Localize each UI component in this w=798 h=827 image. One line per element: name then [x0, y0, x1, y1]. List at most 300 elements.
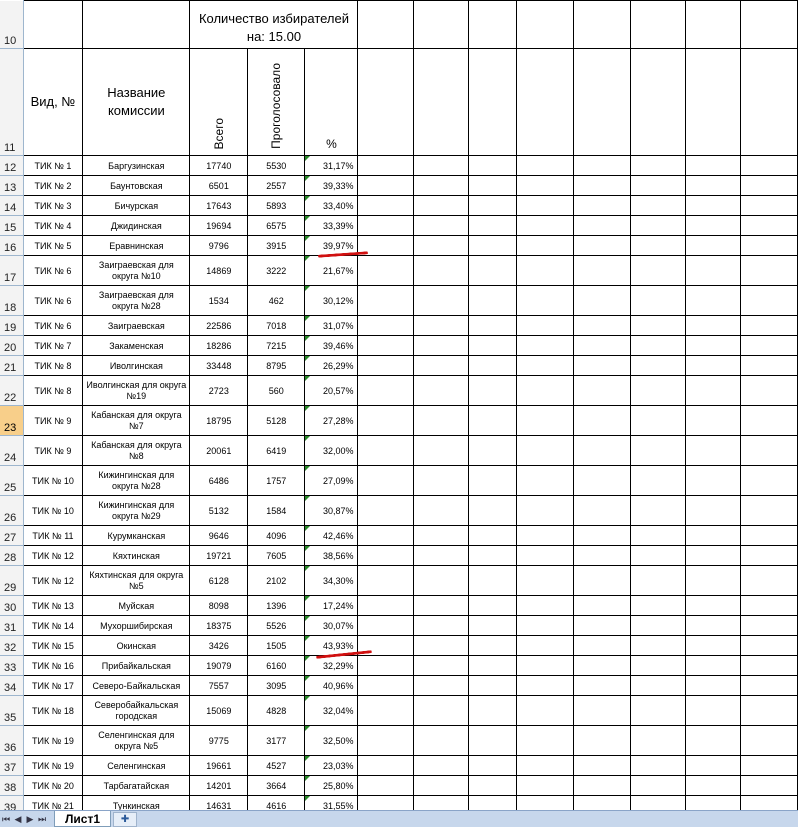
row-header[interactable]: 15: [0, 216, 23, 236]
cell[interactable]: [630, 676, 685, 696]
commission-name-cell[interactable]: Курумканская: [83, 526, 190, 546]
cell[interactable]: [358, 436, 413, 466]
cell[interactable]: [358, 496, 413, 526]
commission-name-cell[interactable]: Селенгинская для округа №5: [83, 726, 190, 756]
cell[interactable]: [741, 756, 798, 776]
percent-cell[interactable]: 39,33%: [305, 176, 358, 196]
cell[interactable]: [686, 336, 741, 356]
cell[interactable]: [413, 376, 468, 406]
cell[interactable]: [686, 286, 741, 316]
percent-cell[interactable]: 32,00%: [305, 436, 358, 466]
cell[interactable]: [358, 1, 413, 49]
cell[interactable]: [517, 796, 574, 811]
total-cell[interactable]: 6501: [190, 176, 248, 196]
cell[interactable]: [741, 196, 798, 216]
percent-cell[interactable]: 40,96%: [305, 676, 358, 696]
percent-cell[interactable]: 33,39%: [305, 216, 358, 236]
cell[interactable]: [413, 336, 468, 356]
cell[interactable]: [741, 636, 798, 656]
cell[interactable]: [413, 49, 468, 156]
cell[interactable]: [413, 546, 468, 566]
commission-name-cell[interactable]: Кяхтинская: [83, 546, 190, 566]
cell[interactable]: [741, 566, 798, 596]
cell[interactable]: [630, 596, 685, 616]
cell[interactable]: [23, 1, 82, 49]
cell[interactable]: [517, 596, 574, 616]
cell[interactable]: [741, 1, 798, 49]
cell[interactable]: [741, 496, 798, 526]
row-header[interactable]: 16: [0, 236, 23, 256]
cell[interactable]: [413, 696, 468, 726]
name-column-header[interactable]: Название комиссии: [83, 49, 190, 156]
cell[interactable]: [741, 526, 798, 546]
cell[interactable]: [630, 49, 685, 156]
percent-cell[interactable]: 32,04%: [305, 696, 358, 726]
cell[interactable]: [517, 336, 574, 356]
cell[interactable]: [468, 796, 517, 811]
cell[interactable]: [358, 406, 413, 436]
cell[interactable]: [358, 216, 413, 236]
cell[interactable]: [686, 316, 741, 336]
voted-cell[interactable]: 3915: [248, 236, 305, 256]
voted-cell[interactable]: 3664: [248, 776, 305, 796]
cell[interactable]: [574, 656, 631, 676]
sheet-tab-active[interactable]: Лист1: [54, 811, 111, 827]
row-header[interactable]: 33: [0, 656, 23, 676]
kind-cell[interactable]: ТИК № 8: [23, 356, 82, 376]
cell[interactable]: [686, 406, 741, 436]
cell[interactable]: [517, 756, 574, 776]
row-header[interactable]: 11: [0, 49, 23, 156]
cell[interactable]: [468, 436, 517, 466]
percent-cell[interactable]: 25,80%: [305, 776, 358, 796]
cell[interactable]: [741, 286, 798, 316]
total-cell[interactable]: 14869: [190, 256, 248, 286]
total-cell[interactable]: 19661: [190, 756, 248, 776]
total-cell[interactable]: 19694: [190, 216, 248, 236]
cell[interactable]: [574, 286, 631, 316]
cell[interactable]: [517, 656, 574, 676]
total-cell[interactable]: 6128: [190, 566, 248, 596]
cell[interactable]: [686, 256, 741, 286]
last-sheet-icon[interactable]: ⏭: [37, 813, 47, 824]
cell[interactable]: [358, 546, 413, 566]
cell[interactable]: [468, 196, 517, 216]
cell[interactable]: [574, 49, 631, 156]
cell[interactable]: [468, 376, 517, 406]
row-header[interactable]: 13: [0, 176, 23, 196]
kind-cell[interactable]: ТИК № 13: [23, 596, 82, 616]
kind-cell[interactable]: ТИК № 6: [23, 316, 82, 336]
commission-name-cell[interactable]: Прибайкальская: [83, 656, 190, 676]
row-header[interactable]: 18: [0, 286, 23, 316]
cell[interactable]: [358, 256, 413, 286]
cell[interactable]: [468, 566, 517, 596]
kind-cell[interactable]: ТИК № 3: [23, 196, 82, 216]
voted-column-header[interactable]: [248, 49, 305, 156]
total-cell[interactable]: 19721: [190, 546, 248, 566]
cell[interactable]: [630, 636, 685, 656]
cell[interactable]: [358, 566, 413, 596]
cell[interactable]: [686, 496, 741, 526]
voted-cell[interactable]: 6575: [248, 216, 305, 236]
cell[interactable]: [686, 49, 741, 156]
commission-name-cell[interactable]: Бичурская: [83, 196, 190, 216]
cell[interactable]: [686, 616, 741, 636]
commission-name-cell[interactable]: Заиграевская: [83, 316, 190, 336]
cell[interactable]: [413, 216, 468, 236]
row-header[interactable]: 31: [0, 616, 23, 636]
cell[interactable]: [574, 436, 631, 466]
cell[interactable]: [358, 676, 413, 696]
cell[interactable]: [468, 256, 517, 286]
cell[interactable]: [413, 436, 468, 466]
total-cell[interactable]: 17643: [190, 196, 248, 216]
voted-cell[interactable]: 6160: [248, 656, 305, 676]
percent-cell[interactable]: 26,29%: [305, 356, 358, 376]
row-header[interactable]: 28: [0, 546, 23, 566]
cell[interactable]: [517, 236, 574, 256]
kind-cell[interactable]: ТИК № 16: [23, 656, 82, 676]
cell[interactable]: [741, 406, 798, 436]
cell[interactable]: [630, 356, 685, 376]
commission-name-cell[interactable]: Тарбагатайская: [83, 776, 190, 796]
voted-cell[interactable]: 3222: [248, 256, 305, 286]
cell[interactable]: [574, 216, 631, 236]
percent-cell[interactable]: 27,09%: [305, 466, 358, 496]
cell[interactable]: [468, 776, 517, 796]
cell[interactable]: [517, 256, 574, 286]
cell[interactable]: [517, 496, 574, 526]
percent-cell[interactable]: 17,24%: [305, 596, 358, 616]
cell[interactable]: [630, 546, 685, 566]
voted-cell[interactable]: 4616: [248, 796, 305, 811]
cell[interactable]: [630, 376, 685, 406]
voted-cell[interactable]: 1505: [248, 636, 305, 656]
cell[interactable]: [630, 196, 685, 216]
percent-cell[interactable]: 32,29%: [305, 656, 358, 676]
commission-name-cell[interactable]: Селенгинская: [83, 756, 190, 776]
cell[interactable]: [358, 596, 413, 616]
cell[interactable]: [517, 566, 574, 596]
row-header[interactable]: 30: [0, 596, 23, 616]
row-header[interactable]: 10: [0, 1, 23, 49]
total-cell[interactable]: 6486: [190, 466, 248, 496]
commission-name-cell[interactable]: Иволгинская для округа №19: [83, 376, 190, 406]
kind-cell[interactable]: ТИК № 15: [23, 636, 82, 656]
cell[interactable]: [413, 596, 468, 616]
cell[interactable]: [468, 526, 517, 546]
kind-cell[interactable]: ТИК № 10: [23, 466, 82, 496]
cell[interactable]: [358, 656, 413, 676]
cell[interactable]: [686, 196, 741, 216]
cell[interactable]: [358, 376, 413, 406]
voted-cell[interactable]: 2557: [248, 176, 305, 196]
cell[interactable]: [741, 236, 798, 256]
cell[interactable]: [468, 49, 517, 156]
cell[interactable]: [517, 356, 574, 376]
cell[interactable]: [358, 616, 413, 636]
kind-cell[interactable]: ТИК № 17: [23, 676, 82, 696]
total-cell[interactable]: 14631: [190, 796, 248, 811]
cell[interactable]: [517, 406, 574, 436]
row-header[interactable]: 23: [0, 406, 23, 436]
cell[interactable]: [413, 756, 468, 776]
percent-cell[interactable]: 21,67%: [305, 256, 358, 286]
cell[interactable]: [630, 616, 685, 636]
voted-cell[interactable]: 5893: [248, 196, 305, 216]
total-cell[interactable]: 18286: [190, 336, 248, 356]
cell[interactable]: [574, 1, 631, 49]
commission-name-cell[interactable]: Кижингинская для округа №28: [83, 466, 190, 496]
row-header[interactable]: 12: [0, 156, 23, 176]
total-cell[interactable]: 15069: [190, 696, 248, 726]
cell[interactable]: [358, 696, 413, 726]
cell[interactable]: [630, 406, 685, 436]
commission-name-cell[interactable]: Муйская: [83, 596, 190, 616]
cell[interactable]: [630, 156, 685, 176]
commission-name-cell[interactable]: Окинская: [83, 636, 190, 656]
commission-name-cell[interactable]: Закаменская: [83, 336, 190, 356]
cell[interactable]: [517, 196, 574, 216]
cell[interactable]: [413, 566, 468, 596]
commission-name-cell[interactable]: Мухоршибирская: [83, 616, 190, 636]
voted-cell[interactable]: 4527: [248, 756, 305, 776]
prev-sheet-icon[interactable]: ◀: [14, 813, 22, 824]
row-header[interactable]: 38: [0, 776, 23, 796]
commission-name-cell[interactable]: Кяхтинская для округа №5: [83, 566, 190, 596]
cell[interactable]: [83, 1, 190, 49]
cell[interactable]: [630, 776, 685, 796]
cell[interactable]: [358, 336, 413, 356]
cell[interactable]: [741, 656, 798, 676]
percent-cell[interactable]: 27,28%: [305, 406, 358, 436]
cell[interactable]: [413, 526, 468, 546]
row-header[interactable]: 14: [0, 196, 23, 216]
cell[interactable]: [686, 216, 741, 236]
total-cell[interactable]: 1534: [190, 286, 248, 316]
kind-cell[interactable]: ТИК № 20: [23, 776, 82, 796]
row-header[interactable]: 39: [0, 796, 23, 811]
row-header[interactable]: 19: [0, 316, 23, 336]
cell[interactable]: [741, 676, 798, 696]
cell[interactable]: [468, 496, 517, 526]
percent-column-header[interactable]: %: [305, 49, 358, 156]
cell[interactable]: [413, 176, 468, 196]
cell[interactable]: [630, 466, 685, 496]
voted-cell[interactable]: 5128: [248, 406, 305, 436]
cell[interactable]: [468, 696, 517, 726]
cell[interactable]: [517, 156, 574, 176]
cell[interactable]: [741, 376, 798, 406]
total-cell[interactable]: 2723: [190, 376, 248, 406]
cell[interactable]: [413, 636, 468, 656]
total-cell[interactable]: 19079: [190, 656, 248, 676]
cell[interactable]: [741, 316, 798, 336]
cell[interactable]: [413, 496, 468, 526]
voted-cell[interactable]: 462: [248, 286, 305, 316]
voted-cell[interactable]: 5530: [248, 156, 305, 176]
cell[interactable]: [468, 726, 517, 756]
cell[interactable]: [574, 406, 631, 436]
voted-cell[interactable]: 8795: [248, 356, 305, 376]
row-header[interactable]: 34: [0, 676, 23, 696]
cell[interactable]: [517, 636, 574, 656]
cell[interactable]: [686, 376, 741, 406]
voted-cell[interactable]: 1584: [248, 496, 305, 526]
kind-cell[interactable]: ТИК № 1: [23, 156, 82, 176]
kind-cell[interactable]: ТИК № 11: [23, 526, 82, 546]
cell[interactable]: [358, 176, 413, 196]
commission-name-cell[interactable]: Северо-Байкальская: [83, 676, 190, 696]
total-cell[interactable]: 20061: [190, 436, 248, 466]
cell[interactable]: [517, 286, 574, 316]
voted-cell[interactable]: 3095: [248, 676, 305, 696]
cell[interactable]: [574, 696, 631, 726]
cell[interactable]: [468, 176, 517, 196]
cell[interactable]: [358, 356, 413, 376]
cell[interactable]: [468, 676, 517, 696]
cell[interactable]: [413, 466, 468, 496]
cell[interactable]: [413, 406, 468, 436]
cell[interactable]: [574, 236, 631, 256]
cell[interactable]: [468, 356, 517, 376]
commission-name-cell[interactable]: Кабанская для округа №7: [83, 406, 190, 436]
cell[interactable]: [630, 236, 685, 256]
cell[interactable]: [517, 676, 574, 696]
cell[interactable]: [630, 566, 685, 596]
cell[interactable]: [468, 216, 517, 236]
kind-cell[interactable]: ТИК № 6: [23, 256, 82, 286]
cell[interactable]: [741, 256, 798, 286]
cell[interactable]: [741, 336, 798, 356]
percent-cell[interactable]: 31,55%: [305, 796, 358, 811]
commission-name-cell[interactable]: Тункинская: [83, 796, 190, 811]
commission-name-cell[interactable]: Кижингинская для округа №29: [83, 496, 190, 526]
voted-cell[interactable]: 5526: [248, 616, 305, 636]
cell[interactable]: [686, 596, 741, 616]
cell[interactable]: [358, 726, 413, 756]
cell[interactable]: [468, 546, 517, 566]
voted-cell[interactable]: 560: [248, 376, 305, 406]
cell[interactable]: [574, 546, 631, 566]
row-header[interactable]: 35: [0, 696, 23, 726]
cell[interactable]: [468, 286, 517, 316]
cell[interactable]: [741, 356, 798, 376]
cell[interactable]: [741, 176, 798, 196]
cell[interactable]: [517, 216, 574, 236]
commission-name-cell[interactable]: Северобайкальская городская: [83, 696, 190, 726]
cell[interactable]: [741, 616, 798, 636]
kind-cell[interactable]: ТИК № 12: [23, 546, 82, 566]
cell[interactable]: [358, 526, 413, 546]
commission-name-cell[interactable]: Кабанская для округа №8: [83, 436, 190, 466]
cell[interactable]: [517, 436, 574, 466]
next-sheet-icon[interactable]: ▶: [26, 813, 34, 824]
row-header[interactable]: 25: [0, 466, 23, 496]
percent-cell[interactable]: 43,93%: [305, 636, 358, 656]
percent-cell[interactable]: 38,56%: [305, 546, 358, 566]
cell[interactable]: [413, 726, 468, 756]
cell[interactable]: [413, 776, 468, 796]
cell[interactable]: [741, 216, 798, 236]
cell[interactable]: [468, 156, 517, 176]
cell[interactable]: [630, 286, 685, 316]
cell[interactable]: [686, 566, 741, 596]
cell[interactable]: [413, 156, 468, 176]
cell[interactable]: [574, 756, 631, 776]
percent-cell[interactable]: 30,87%: [305, 496, 358, 526]
cell[interactable]: [517, 49, 574, 156]
cell[interactable]: [574, 176, 631, 196]
total-cell[interactable]: 9646: [190, 526, 248, 546]
total-cell[interactable]: 3426: [190, 636, 248, 656]
cell[interactable]: [630, 496, 685, 526]
cell[interactable]: [741, 776, 798, 796]
cell[interactable]: [686, 796, 741, 811]
cell[interactable]: [741, 696, 798, 726]
percent-cell[interactable]: 20,57%: [305, 376, 358, 406]
cell[interactable]: [741, 796, 798, 811]
kind-cell[interactable]: ТИК № 19: [23, 756, 82, 776]
cell[interactable]: [468, 236, 517, 256]
cell[interactable]: [574, 676, 631, 696]
commission-name-cell[interactable]: Баргузинская: [83, 156, 190, 176]
cell[interactable]: [413, 236, 468, 256]
cell[interactable]: [517, 466, 574, 496]
kind-cell[interactable]: ТИК № 14: [23, 616, 82, 636]
cell[interactable]: [468, 616, 517, 636]
total-cell[interactable]: 7557: [190, 676, 248, 696]
first-sheet-icon[interactable]: ⏮: [1, 813, 11, 824]
cell[interactable]: [358, 286, 413, 316]
cell[interactable]: [468, 406, 517, 436]
cell[interactable]: [686, 436, 741, 466]
cell[interactable]: [574, 156, 631, 176]
total-cell[interactable]: 8098: [190, 596, 248, 616]
kind-cell[interactable]: ТИК № 4: [23, 216, 82, 236]
percent-cell[interactable]: 42,46%: [305, 526, 358, 546]
cell[interactable]: [574, 376, 631, 406]
cell[interactable]: [413, 286, 468, 316]
cell[interactable]: [686, 1, 741, 49]
cell[interactable]: [686, 236, 741, 256]
cell[interactable]: [630, 756, 685, 776]
cell[interactable]: [686, 756, 741, 776]
percent-cell[interactable]: 23,03%: [305, 756, 358, 776]
cell[interactable]: [630, 1, 685, 49]
cell[interactable]: [686, 726, 741, 756]
row-header[interactable]: 32: [0, 636, 23, 656]
voted-cell[interactable]: 3177: [248, 726, 305, 756]
commission-name-cell[interactable]: Заиграевская для округа №10: [83, 256, 190, 286]
total-cell[interactable]: 22586: [190, 316, 248, 336]
cell[interactable]: [574, 616, 631, 636]
voted-cell[interactable]: 7605: [248, 546, 305, 566]
cell[interactable]: [517, 776, 574, 796]
cell[interactable]: [630, 316, 685, 336]
cell[interactable]: [630, 656, 685, 676]
cell[interactable]: [468, 316, 517, 336]
voted-cell[interactable]: 1757: [248, 466, 305, 496]
row-header[interactable]: 29: [0, 566, 23, 596]
cell[interactable]: [686, 696, 741, 726]
cell[interactable]: [574, 636, 631, 656]
cell[interactable]: [574, 196, 631, 216]
cell[interactable]: [574, 316, 631, 336]
cell[interactable]: [358, 466, 413, 496]
cell[interactable]: [741, 726, 798, 756]
